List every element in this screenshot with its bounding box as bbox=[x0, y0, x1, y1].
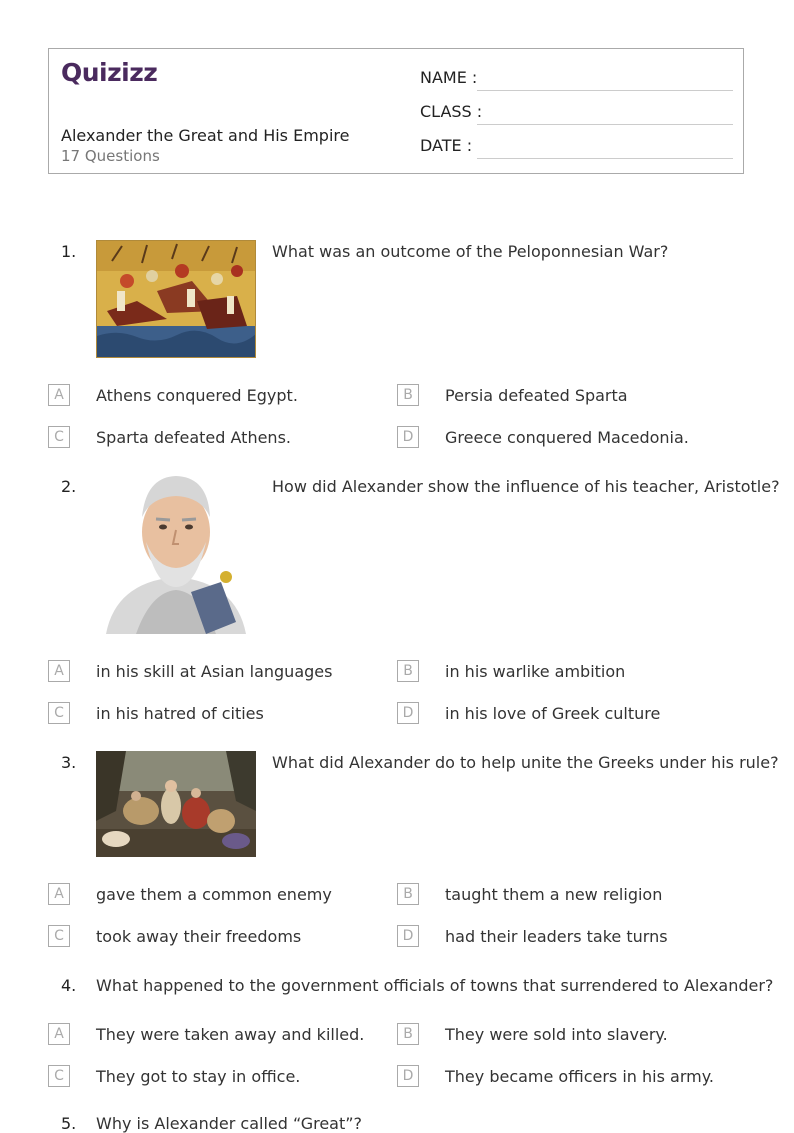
question-number: 4. bbox=[61, 976, 77, 995]
option-c-text: They got to stay in office. bbox=[96, 1067, 301, 1086]
option-b-box[interactable]: B bbox=[397, 1023, 419, 1045]
option-d-box[interactable]: D bbox=[397, 426, 419, 448]
option-c-text: Sparta defeated Athens. bbox=[96, 428, 291, 447]
option-d-text: had their leaders take turns bbox=[445, 927, 668, 946]
option-b-text: Persia defeated Sparta bbox=[445, 386, 628, 405]
worksheet-header bbox=[48, 48, 744, 174]
option-a-text: Athens conquered Egypt. bbox=[96, 386, 298, 405]
option-d-text: Greece conquered Macedonia. bbox=[445, 428, 689, 447]
option-b-box[interactable]: B bbox=[397, 384, 419, 406]
question-number: 5. bbox=[61, 1114, 77, 1133]
option-a-box[interactable]: A bbox=[48, 660, 70, 682]
option-b-text: taught them a new religion bbox=[445, 885, 663, 904]
option-d-box[interactable]: D bbox=[397, 925, 419, 947]
option-c-box[interactable]: C bbox=[48, 1065, 70, 1087]
option-b-text: in his warlike ambition bbox=[445, 662, 626, 681]
question-number: 3. bbox=[61, 753, 77, 772]
class-field[interactable] bbox=[477, 124, 733, 125]
date-field[interactable] bbox=[477, 158, 733, 159]
option-c-box[interactable]: C bbox=[48, 925, 70, 947]
question-text: Why is Alexander called “Great”? bbox=[96, 1114, 363, 1133]
question-text: How did Alexander show the influence of his teacher, Aristotle? bbox=[272, 477, 780, 496]
option-d-box[interactable]: D bbox=[397, 702, 419, 724]
battle-painting-image bbox=[96, 240, 256, 358]
alexander-painting-image bbox=[96, 751, 256, 857]
question-number: 2. bbox=[61, 477, 77, 496]
question-text: What happened to the government officials of towns that surrendered to Alexander? bbox=[96, 976, 774, 995]
option-d-text: They became officers in his army. bbox=[445, 1067, 714, 1086]
question-text: What was an outcome of the Peloponnesian War? bbox=[272, 242, 669, 261]
question-count: 17 Questions bbox=[61, 147, 160, 165]
aristotle-portrait-image bbox=[96, 472, 256, 634]
option-c-text: took away their freedoms bbox=[96, 927, 302, 946]
option-b-box[interactable]: B bbox=[397, 883, 419, 905]
option-c-box[interactable]: C bbox=[48, 702, 70, 724]
date-label: DATE : bbox=[420, 136, 473, 155]
option-d-text: in his love of Greek culture bbox=[445, 704, 661, 723]
option-a-box[interactable]: A bbox=[48, 883, 70, 905]
worksheet-title: Alexander the Great and His Empire bbox=[61, 126, 350, 145]
class-label: CLASS : bbox=[420, 102, 483, 121]
option-a-text: They were taken away and killed. bbox=[96, 1025, 365, 1044]
option-c-text: in his hatred of cities bbox=[96, 704, 264, 723]
option-a-text: gave them a common enemy bbox=[96, 885, 332, 904]
question-number: 1. bbox=[61, 242, 77, 261]
quizizz-logo: Quizizz bbox=[61, 58, 158, 87]
option-c-box[interactable]: C bbox=[48, 426, 70, 448]
option-a-text: in his skill at Asian languages bbox=[96, 662, 333, 681]
option-a-box[interactable]: A bbox=[48, 384, 70, 406]
option-a-box[interactable]: A bbox=[48, 1023, 70, 1045]
option-b-text: They were sold into slavery. bbox=[445, 1025, 668, 1044]
option-d-box[interactable]: D bbox=[397, 1065, 419, 1087]
question-text: What did Alexander do to help unite the Greeks under his rule? bbox=[272, 753, 779, 772]
name-field[interactable] bbox=[477, 90, 733, 91]
option-b-box[interactable]: B bbox=[397, 660, 419, 682]
name-label: NAME : bbox=[420, 68, 478, 87]
